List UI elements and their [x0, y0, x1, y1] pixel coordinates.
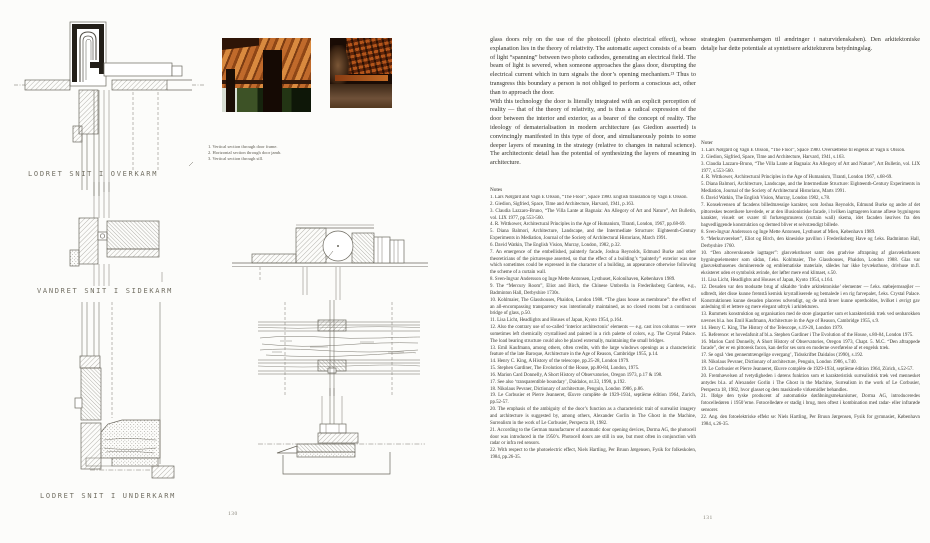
- note-item: 5. Diana Balmori, Architecture, Landscape, and the Intermediate Structure: Eighteenth-Century Experiments in Mediation, Journal of the Society of Architectural Historians, Marts 1991.: [701, 182, 920, 195]
- photo-roof-grid: [346, 38, 392, 74]
- right-page: [466, 0, 930, 543]
- photo-roof-overhang: [222, 38, 311, 112]
- note-item: 20. The emphasis of the ambiguity of the door’s function as a characteristic trait of surrealist imagery and architecture is suggested by, among others, Alexander Gorlin in The Ghost in the Machine, Surrealism in the work of Le Corbusier, Perspecta 18, 1982.: [490, 407, 696, 426]
- figure-caption-line: 1. Vertical section through door frame.: [208, 144, 278, 149]
- note-item: 8. Sven-Ingvar Andersson og Inge Mette Antonsen, Lysthuset af Mien, København 1989.: [701, 230, 876, 236]
- note-item: 22. Ang. den fotoelektriske effekt se: Niels Hartling, Per Bruun Jørgensen, Fysik for gymnasiet, København 1984, s.26-35.: [701, 414, 920, 427]
- note-item: 22. With respect to the photoelectric effect, Niels Hartling, Per Bruun Jørgensen, Fysik for folkeskolen, 1984, pp.26-35.: [490, 448, 696, 461]
- note-item: 17. See also ‘transparentible boundary’, Daidalos, nr.33, 1990, p.192.: [490, 379, 626, 385]
- note-item: 7. Konsekvensen af facadens billedmæssige karakter, som Joshua Reynolds, Edmund Burke og andre af det pittoreskes teoretikere hævdede, er at den illusionistiske facade, i hvilken iagttageren kunne aflæse bygningens karakter, visuelt set svarer til forhængsmurens (curtain wall) skema, idet facaden løsrives fra den bagvedliggende konstruktion og dermed bliver et selvstændigt billede.: [701, 202, 920, 229]
- photo-sill-edge: [335, 75, 388, 81]
- label-overkarm: LODRET SNIT I OVERKARM: [28, 170, 159, 178]
- note-item: 6. David Watkin, The English Vision, Murray, London 1982, s.78.: [701, 195, 831, 201]
- drawing-pivot-detail: [232, 225, 428, 300]
- note-item: 3. Claudia Lazzaro-Bruno, “The Villa Lante at Bagnaia: An Allegory of Art and Nature”, Art Bulletin, vol. LIX 1977, pp.553-560.: [490, 208, 696, 221]
- paragraph: glass doors rely on the use of the photocell (photo electrical effect), whose explanation lies in the theory of relativity. The automatic aspect consists of a beam of light “spanning” between two photo cathodes, generating an electrical field. The beam of light is severed, when someone approaches the glass door, disrupting the electrical current which in turn signals the door’s opening mechanism.²¹ Thus to transgress this boundary a person is not obliged to perform a conscious act, other than to approach the door.: [490, 36, 696, 96]
- photo-post: [263, 50, 282, 112]
- note-item: 15. Stephen Gardiner, The Evolution of the House, pp.80-84, London, 1975.: [490, 366, 640, 372]
- note-item: 8. Sven-Ingvar Andersson og Inge Mette Antonsen, Lysthuset, Kolonihaven, København 1989.: [490, 277, 676, 283]
- note-item: 13. Emil Kaufmann, among others, often credits, with the large windows openings as a characteristic feature of the late Baroque, Architecture in the Age of Reason, Cambridge 1955, p.14.: [490, 345, 696, 358]
- note-item: 3. Claudia Lazzaro-Bruno, “The Villa Lante at Bagnaia: An Allegory of Art and Nature”, Art Bulletin, vol. LIX 1977, s.553-560.: [701, 161, 920, 174]
- note-item: 14. Henry C. King, A History of the telescope, pp.25-28, London 1979.: [490, 359, 630, 365]
- note-item: 2. Giedion, Sigfried, Space, Time and Architecture, Harvard, 1941, p.163.: [490, 201, 635, 207]
- note-item: 1. Lars Nørgård og Vagn E Olsson, “The Floor”, Space 1980. Oversættelse til engelsk af Vagn E Olsson.: [701, 148, 906, 153]
- note-item: 7. An emergence of the embellished, painterly facade, Joshua Reynolds, Edmund Burke and other theoreticians of the picturesque asserted, so that the effect of a building’s “painterly” exterior was one which sometimes could be expressed in the character of a building, an appearance otherwise following the scheme of a curtain wall.: [490, 249, 696, 276]
- photo-post: [226, 69, 235, 112]
- note-item: 21. Ifølge den tyske producent af automatiske døråbningsmekanismer, Dorma AG, introduceredes fotocelledøren i 1950’erne. Fotocelledøre er stadig i brug, men oftest i kombination med radar- eller infrarøde sensorer.: [701, 394, 920, 414]
- note-item: 2. Giedion, Sigfried, Space, Time and Architecture, Harvard, 1941, s.163.: [701, 154, 845, 160]
- label-sidekarm: VANDRET SNIT I SIDEKARM: [37, 287, 174, 295]
- drawing-sill-detail: [258, 388, 425, 474]
- note-item: 12. Also the contrary use of so-called ‘interior architectonic’ elements — e.g. cast iron columns — were sometimes left chemically crystallised and painted in a rich palette of colors, e.g. The Crystal Palace. The load bearing structure could also be placed externally, maintaining the small bridges.: [490, 325, 696, 344]
- note-item: 11. Lisa Licht, Headlights and Houses of Japan, Kyoto 1954, p.164.: [490, 318, 623, 324]
- drawing-underkarm-section: [75, 302, 174, 478]
- note-item: 1. Lars Nørgård and Vagn E Olsson, “The Floor”, Space 1980. English translation by Vagn E Olsson.: [490, 195, 688, 200]
- photo-ground: [330, 84, 392, 108]
- paragraph: strategien (sammenhængen til ændringer i naturvidenskaben). Den arkitektoniske detalje har dette potentiale at syntetisere arkitekturens betydningslag.: [701, 36, 920, 52]
- drawing-plank-section: [258, 300, 420, 396]
- right-page-number: 131: [703, 515, 713, 521]
- figure-caption-line: 2. Horizontal section through door jamb.: [208, 150, 282, 155]
- danish-notes-heading: Noter: [701, 140, 713, 146]
- note-item: 4. R. Wittkower, Architectural Principles in the Age of Humanism, Tiranti, London 1967, s.68-69.: [701, 175, 893, 181]
- note-item: 19. Le Corbusier et Pierre Jeanneret, Œuvre complète de 1929-1934, septième édition 1964, Zürich, s.52-57.: [701, 367, 914, 372]
- photo-roof-edge-detail: [330, 38, 392, 108]
- left-page-number: 130: [228, 511, 238, 517]
- note-item: 18. Nikolaus Pevsner, Dictionary of architecture, Penguin, London 1986, p.86.: [490, 386, 644, 392]
- figure-caption-line: 3. Vertical section through sill.: [208, 156, 264, 161]
- danish-notes: [701, 148, 920, 510]
- note-item: 11. Lisa Licht, Headlights and Houses of Japan, Kyoto 1954, s.164.: [701, 278, 834, 284]
- note-item: 9. The “Mercury Room”, Eliot and Birch, the Chinese Umbrella in Frederiksberg Gardens, e.g., Badminton Hall, Derbyshire 1730s.: [490, 283, 696, 296]
- english-notes-heading: Notes: [490, 187, 503, 193]
- note-item: 20. Fremhævelsen af tvetydigheden i dørens funktion som et karakteristisk surrealistisk træk ved mennesket antydes bl.a. af Alexander Gorlin i The Ghost in the Machine, Surrealism in the work of Le Corbusier, Perspecta 18, 1982, hvor glasset og dets maskinelle virkemidler behandles.: [701, 373, 920, 393]
- label-underkarm: LODRET SNIT I UNDERKARM: [40, 492, 177, 500]
- note-item: 13. Rummets konstruktion og organisation med de store glaspartier som et karakteristisk træk ved senbarokken nævnes bl.a. hos Emil Kaufmann, Architecture in the Age of Reason, Cambridge 1955, s.9.: [701, 312, 920, 325]
- note-item: 10. “Den altoverskuende iagttager”: glasvæksthuset samt den gradvise aftrapning af glasvæksthusets bygningselementer som sådan, f.eks. Kohlmaier, The Glasshouses, Phaidon, London 1988. Glas var glasvæksthusenes dominerende og emblematiske materiale, således har ikke byvæksthuse, drivhuse m.fl. eksisteret uden et symbolsk ærinde, der løfter mere end klimaet, s.50.: [701, 250, 920, 277]
- note-item: 4. R. Wittkower, Architectural Principles in the Age of Humanism, Tiranti, London, 1967, pp.68-69.: [490, 222, 686, 228]
- english-body-text: [490, 36, 696, 168]
- note-item: 12. Desuden var den modsatte brug af såkaldte ‘indre arkitektoniske’ elementer — f.eks. støbejernssøjler — udbredt, idet disse kunne fremstå kemisk krystalliserede og bemalede i en rig farvepalet, f.eks. Crystal Palace. Konstruktionen kunne desuden placeres udvendigt, og de små broer kunne opretholdes, hvilket i øvrigt gav anledning til et lettere og mere elegant udtryk i arkitekturen.: [701, 284, 920, 311]
- note-item: 18. Nikolaus Pevsner, Dictionary of architecture, Penguin, London 1986, s.740.: [701, 360, 857, 366]
- note-item: 17. Se også ‘den gennemtrængelige overgang’, Tidsskriftet Daidalos (1990), s.192.: [701, 353, 864, 359]
- note-item: 5. Diana Balmori, Architecture, Landscape, and the Intermediate Structure: Eighteenth-Century Experiments in Mediation, Journal of the Society of Architectural Historians, March 1991.: [490, 229, 696, 242]
- note-item: 19. Le Corbusier et Pierre Jeanneret, Œuvre complète de 1929-1934, septième édition 1964, Zurich, pp.52-57.: [490, 393, 696, 406]
- note-item: 21. According to the German manufacturer of automatic door opening devices, Dorma AG, the photocell door was introduced in the 1950’s. Photocell doors are still in use, but most often in conjunction with radar or infra red sensors.: [490, 427, 696, 447]
- note-item: 16. Marion Card Donnelly, A Short History of Observatories, Oregon 1973, Chapt. 5. M.C. “Den aftrappede facade”, der er en pittoresk facon, kan derfor ses som en moderne overførelse af et engelsk træk.: [701, 339, 920, 352]
- danish-body-text: [701, 36, 920, 54]
- english-notes: [490, 195, 696, 461]
- note-item: 9. “Merkurværelset”, Eliot og Birch, den kinesiske pavillon i Frederiksberg Have og f.eks. Badminton Hall, Derbyshire 1760.: [701, 236, 920, 249]
- drawing-sidekarm-section: [70, 182, 162, 286]
- paragraph: With this technology the door is literally integrated with an explicit perception of reality — that of the theory of relativity, and is thus a radical expression of the door between the interior and exterior, as a bearer of the concept of reality. The ideology of dematerialisation in modern architecture (as Giedion asserted) is convincingly manifested in this type of door, and simultaneously points to some deeper layers of meaning in the strategy (relative to changes in natural science). The architectonic detail has the potential of synthesizing the layers of meaning in architecture.: [490, 97, 696, 167]
- note-item: 15. Reference: et hovedafsnit af bl.a. Stephen Gardiner i The Evolution of the House, s.80-84, London 1975.: [701, 332, 914, 338]
- figure-captions: [208, 144, 320, 162]
- note-item: 14. Henry C. King, The History of the Telescope, s.19-20, London 1979.: [701, 325, 844, 331]
- note-item: 16. Marion Card Donnelly, A Short History of Observatories, Oregon 1973, p.17 & 198.: [490, 372, 663, 378]
- note-item: 10. Kohlmaier, The Glasshouses, Phaidon, London 1988. “The glass house as membrane”: the effect of an all-encompassing transparency was intentionally maintained, as no closed rooms but a continuous bridge of glass, p.50.: [490, 297, 696, 317]
- note-item: 6. David Watkin, The English Vision, Murray, London, 1982, p.32.: [490, 242, 621, 248]
